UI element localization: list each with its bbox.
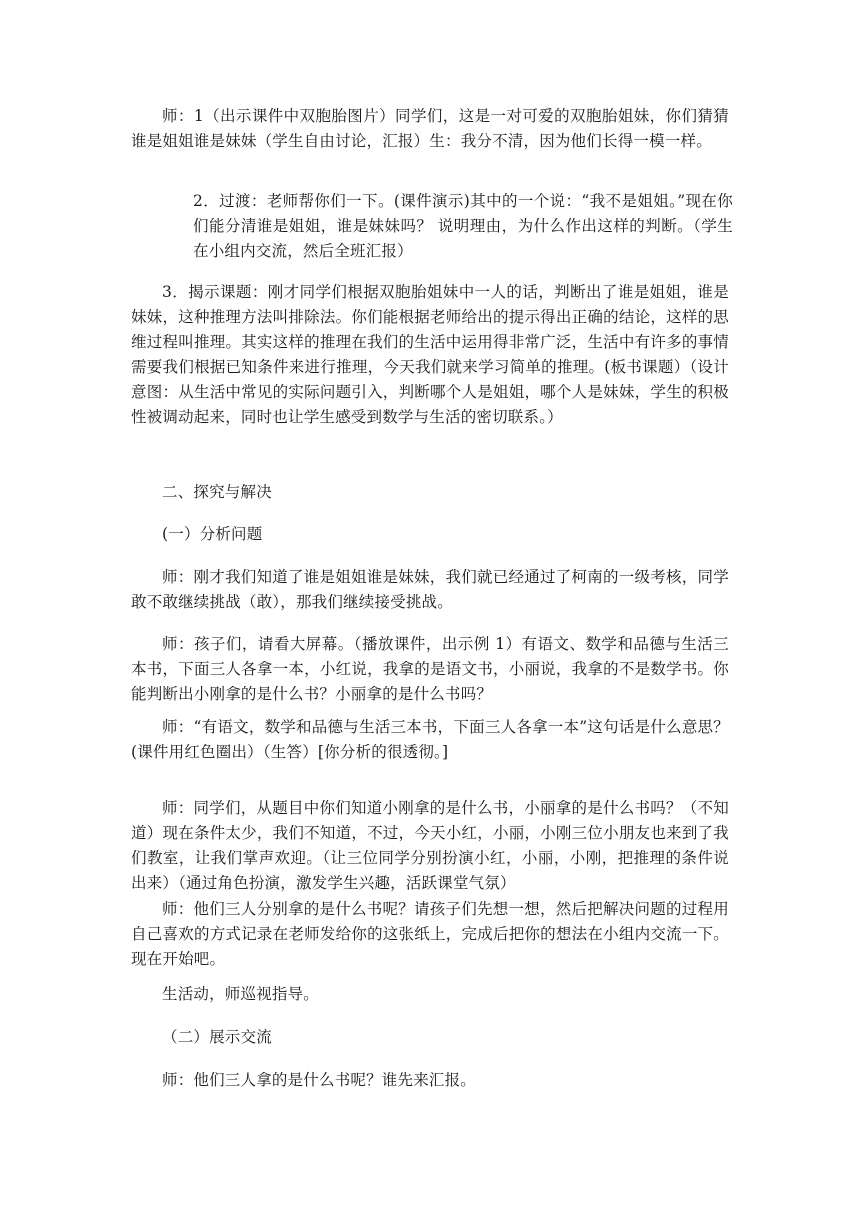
paragraph-text: 师：同学们，从题目中你们知道小刚拿的是什么书，小丽拿的是什么书吗？（不知道）现在条件太少，我们不知道，不过，今天小红，小丽，小刚三位小朋友也来到了我们教室，让我们掌声欢迎。（让三位同学分别扮演小红，小丽，小刚，把推理的条件说出来）（通过角色扮演，激发学生兴趣，活跃课堂气氛） [131, 799, 729, 892]
subsection-heading [131, 1025, 729, 1050]
teacher-paragraph [131, 715, 729, 765]
activity-paragraph [131, 982, 729, 1007]
paragraph-text: 师：刚才我们知道了谁是姐姐谁是妹妹，我们就已经通过了柯南的一级考核，同学敢不敢继续挑战（敢），那我们继续接受挑战。 [131, 568, 729, 611]
paragraph-text: 师：“有语文，数学和品德与生活三本书，下面三人各拿一本”这句话是什么意思？(课件用红色圈出）（生答）[你分析的很透彻。] [131, 718, 729, 761]
teacher-paragraph [131, 1068, 729, 1093]
teacher-paragraph [131, 565, 729, 615]
subsection-heading-text: （二）展示交流 [162, 1028, 272, 1046]
intro-paragraph [131, 104, 729, 154]
teacher-paragraph [131, 632, 729, 707]
paragraph-text: 3．揭示课题：刚才同学们根据双胞胎姐妹中一人的话，判断出了谁是姐姐，谁是妹妹，这种推理方法叫排除法。你们能根据老师给出的提示得出正确的结论，这样的思维过程叫推理。其实这样的推理在我们的生活中运用得非常广泛，生活中有许多的事情需要我们根据已知条件来进行推理，今天我们就来学习简单的推理。(板书课题）（设计意图：从生活中常见的实际问题引入，判断哪个人是姐姐，哪个人是妹妹，学生的积极性被调动起来，同时也让学生感受到数学与生活的密切联系。） [131, 283, 729, 426]
paragraph-text: 师：1（出示课件中双胞胎图片）同学们，这是一对可爱的双胞胎姐妹，你们猜猜谁是姐姐谁是妹妹（学生自由讨论，汇报）生：我分不清，因为他们长得一模一样。 [131, 107, 729, 150]
paragraph-text: 生活动，师巡视指导。 [162, 985, 320, 1003]
transition-paragraph [193, 189, 733, 264]
teacher-paragraph [131, 897, 729, 972]
teacher-paragraph [131, 796, 729, 896]
subsection-heading [131, 522, 729, 547]
subsection-heading-text: (一）分析问题 [162, 525, 263, 543]
reveal-topic-paragraph [131, 280, 729, 430]
paragraph-text: 师：他们三人拿的是什么书呢？谁先来汇报。 [162, 1071, 477, 1089]
paragraph-text: 师：他们三人分别拿的是什么书呢？请孩子们先想一想，然后把解决问题的过程用自己喜欢的方式记录在老师发给你的这张纸上，完成后把你的想法在小组内交流一下。现在开始吧。 [131, 900, 729, 968]
paragraph-text: 师：孩子们，请看大屏幕。（播放课件，出示例 1）有语文、数学和品德与生活三本书，下面三人各拿一本，小红说，我拿的是语文书，小丽说，我拿的不是数学书。你能判断出小刚拿的是什么书？小丽拿的是什么书吗？ [131, 635, 729, 703]
section-heading [131, 480, 729, 505]
paragraph-text: 2．过渡：老师帮你们一下。(课件演示)其中的一个说：“我不是姐姐。”现在你们能分清谁是姐姐，谁是妹妹吗？ 说明理由，为什么作出这样的判断。（学生在小组内交流，然后全班汇报） [193, 192, 733, 260]
section-heading-text: 二、探究与解决 [162, 483, 272, 501]
